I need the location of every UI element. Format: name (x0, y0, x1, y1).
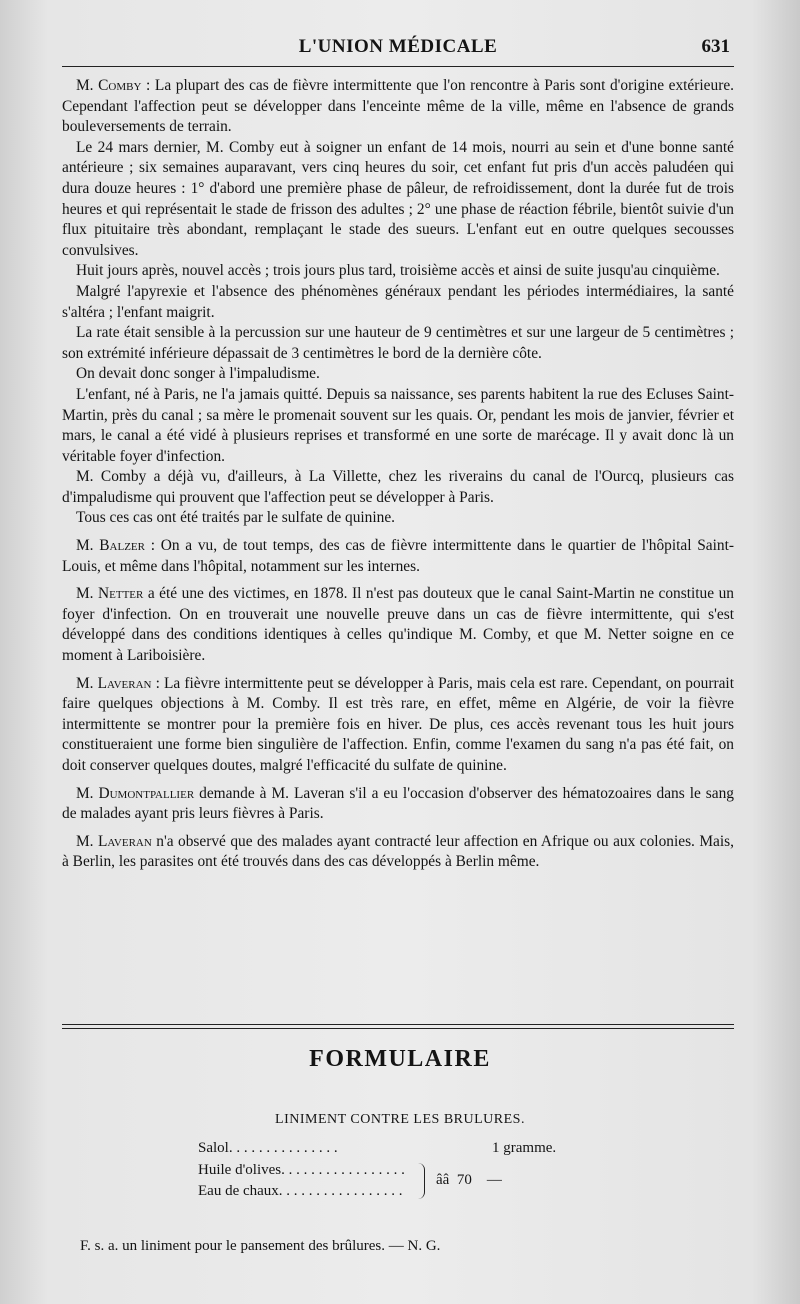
paragraph-text: Huit jours après, nouvel accès ; trois jours plus tard, troisième accès et ainsi de suite jusqu'au cinquième. (76, 262, 720, 280)
ingredient-dots: . . . . . . . . . . . . . . . (228, 1140, 338, 1156)
ingredient-name: Eau de chaux (198, 1183, 279, 1199)
paragraph-text: L'enfant, né à Paris, ne l'a jamais quitté. Depuis sa naissance, ses parents habitent la rue des Ecluses Saint-Martin, près du canal ; sa mère le promenait souvent sur les quais. Or, pendant les mois de janvier, février et mars, le canal a été vidé à plusieurs reprises et transformé en une sorte de marécage. Il y avait donc là un véritable foyer d'infection. (62, 385, 734, 465)
header-rule (62, 66, 734, 67)
paragraph (62, 467, 734, 508)
paragraph (62, 364, 734, 385)
ingredient-salol (198, 1140, 338, 1157)
ingredient-salol-qty: 1 gramme. (492, 1140, 557, 1156)
speaker-name: M. Comby (76, 77, 142, 94)
ingredient-huile (198, 1162, 405, 1179)
recipe-note: F. s. a. un liniment pour le pansement des brûlures. — N. G. (80, 1238, 441, 1254)
ingredient-name: Salol (198, 1140, 229, 1156)
ingredient-shared-qty: ââ 70 — (436, 1172, 502, 1188)
paragraph (62, 282, 734, 323)
paragraph-text: : La plupart des cas de fièvre intermittente que l'on rencontre à Paris sont d'origine extérieure. Cependant l'affection peut se développer dans l'enceinte même de la ville, même en l'absence de grands bouleversements de terrain. (62, 77, 734, 136)
paragraph (62, 261, 734, 282)
paragraph-text: La rate était sensible à la percussion sur une hauteur de 9 centimètres et sur une largeur de 5 centimètres ; son extrémité inférieure dépassait de 3 centimètres le bord de la dernière côte. (62, 324, 734, 362)
ingredient-name: Huile d'olives (198, 1162, 282, 1178)
paragraph-text: : La fièvre intermittente peut se développer à Paris, mais cela est rare. Cependant, on pourrait faire quelques objections à M. Comby. Il est très rare, en effet, même en Algérie, de voir la fièvre intermittente se montrer pour la première fois en hiver. De plus, ces accès revenant tous les huit jours constitueraient une forme bien singulière de l'affection. Enfin, comme l'examen du sang n'a pas été fait, on doit conserver quelques doutes, malgré l'efficacité du sulfate de quinine. (62, 674, 734, 774)
paragraph (62, 138, 734, 262)
article-body (62, 76, 734, 873)
paragraph-text: On devait donc songer à l'impaludisme. (76, 365, 320, 383)
ingredient-dots: . . . . . . . . . . . . . . . . . (278, 1183, 403, 1199)
paragraph-text: a été une des victimes, en 1878. Il n'est pas douteux que le canal Saint-Martin ne constitue un foyer d'infection. On en trouverait une nouvelle preuve dans un cas de fièvre intermittente, qui s'est développé dans des conditions identiques à celles qu'indique M. Comby, et que M. Netter soigne en ce moment à Lariboisière. (62, 585, 734, 665)
ingredient-dots: . . . . . . . . . . . . . . . . . (281, 1162, 405, 1178)
paragraph-text: n'a observé que des malades ayant contracté leur affection en Afrique ou aux colonies. Mais, à Berlin, les parasites ont été trouvés dans des cas développés à Berlin même. (62, 832, 734, 871)
paragraph (62, 832, 734, 873)
paragraph (62, 385, 734, 467)
page-number: 631 (701, 36, 730, 57)
paragraph (62, 508, 734, 529)
paragraph (62, 784, 734, 825)
paragraph (62, 76, 734, 138)
paragraph (62, 536, 734, 577)
running-title: L'UNION MÉDICALE (298, 36, 498, 57)
page-header (62, 36, 734, 64)
speaker-name: M. Laveran (76, 832, 152, 850)
paragraph (62, 584, 734, 666)
paragraph-text: : On a vu, de tout temps, des cas de fièvre intermittente dans le quartier de l'hôpital Saint-Louis, et même dans l'hôpital, notamment sur les internes. (62, 537, 734, 575)
ingredient-eau (198, 1183, 403, 1200)
speaker-name: M. Laveran (76, 674, 152, 692)
paragraph (62, 674, 734, 777)
paragraph-text: Le 24 mars dernier, M. Comby eut à soigner un enfant de 14 mois, nourri au sein et d'une bonne santé antérieure ; six semaines auparavant, vers cinq heures du soir, cet enfant fut pris d'un accès paludéen qui dura douze heures : 1° d'abord une première phase de pâleur, de refroidissement, dont la durée fut de trois heures et qui représentait le stade de frisson des adultes ; 2° une phase de réaction fébrile, bientôt suivie d'un flux pituitaire très abondant, remplaçant le stade des sueurs. L'enfant eut en outre quelques secousses convulsives. (62, 138, 734, 259)
paragraph-text: demande à M. Laveran s'il a eu l'occasion d'observer des hématozoaires dans le sang de malades ayant pris leurs fièvres à Paris. (62, 784, 735, 823)
section-divider (62, 1024, 734, 1029)
paragraph (62, 323, 734, 364)
paragraph-text: Malgré l'apyrexie et l'absence des phénomènes généraux pendant les périodes intermédiaires, la santé s'altéra ; l'enfant maigrit. (62, 282, 734, 321)
speaker-name: M. Dumontpallier (76, 784, 195, 802)
speaker-name: M. Netter (76, 585, 144, 603)
section-title: FORMULAIRE (309, 1046, 491, 1072)
ingredient-brace (418, 1163, 425, 1199)
recipe-title: LINIMENT CONTRE LES BRULURES. (275, 1112, 525, 1127)
paragraph-text: Tous ces cas ont été traités par le sulfate de quinine. (76, 509, 396, 527)
speaker-name: M. Balzer (76, 537, 145, 555)
paragraph-text: M. Comby a déjà vu, d'ailleurs, à La Villette, chez les riverains du canal de l'Ourcq, plusieurs cas d'impaludisme qui prouvent que l'affection peut se développer à Paris. (62, 468, 734, 506)
